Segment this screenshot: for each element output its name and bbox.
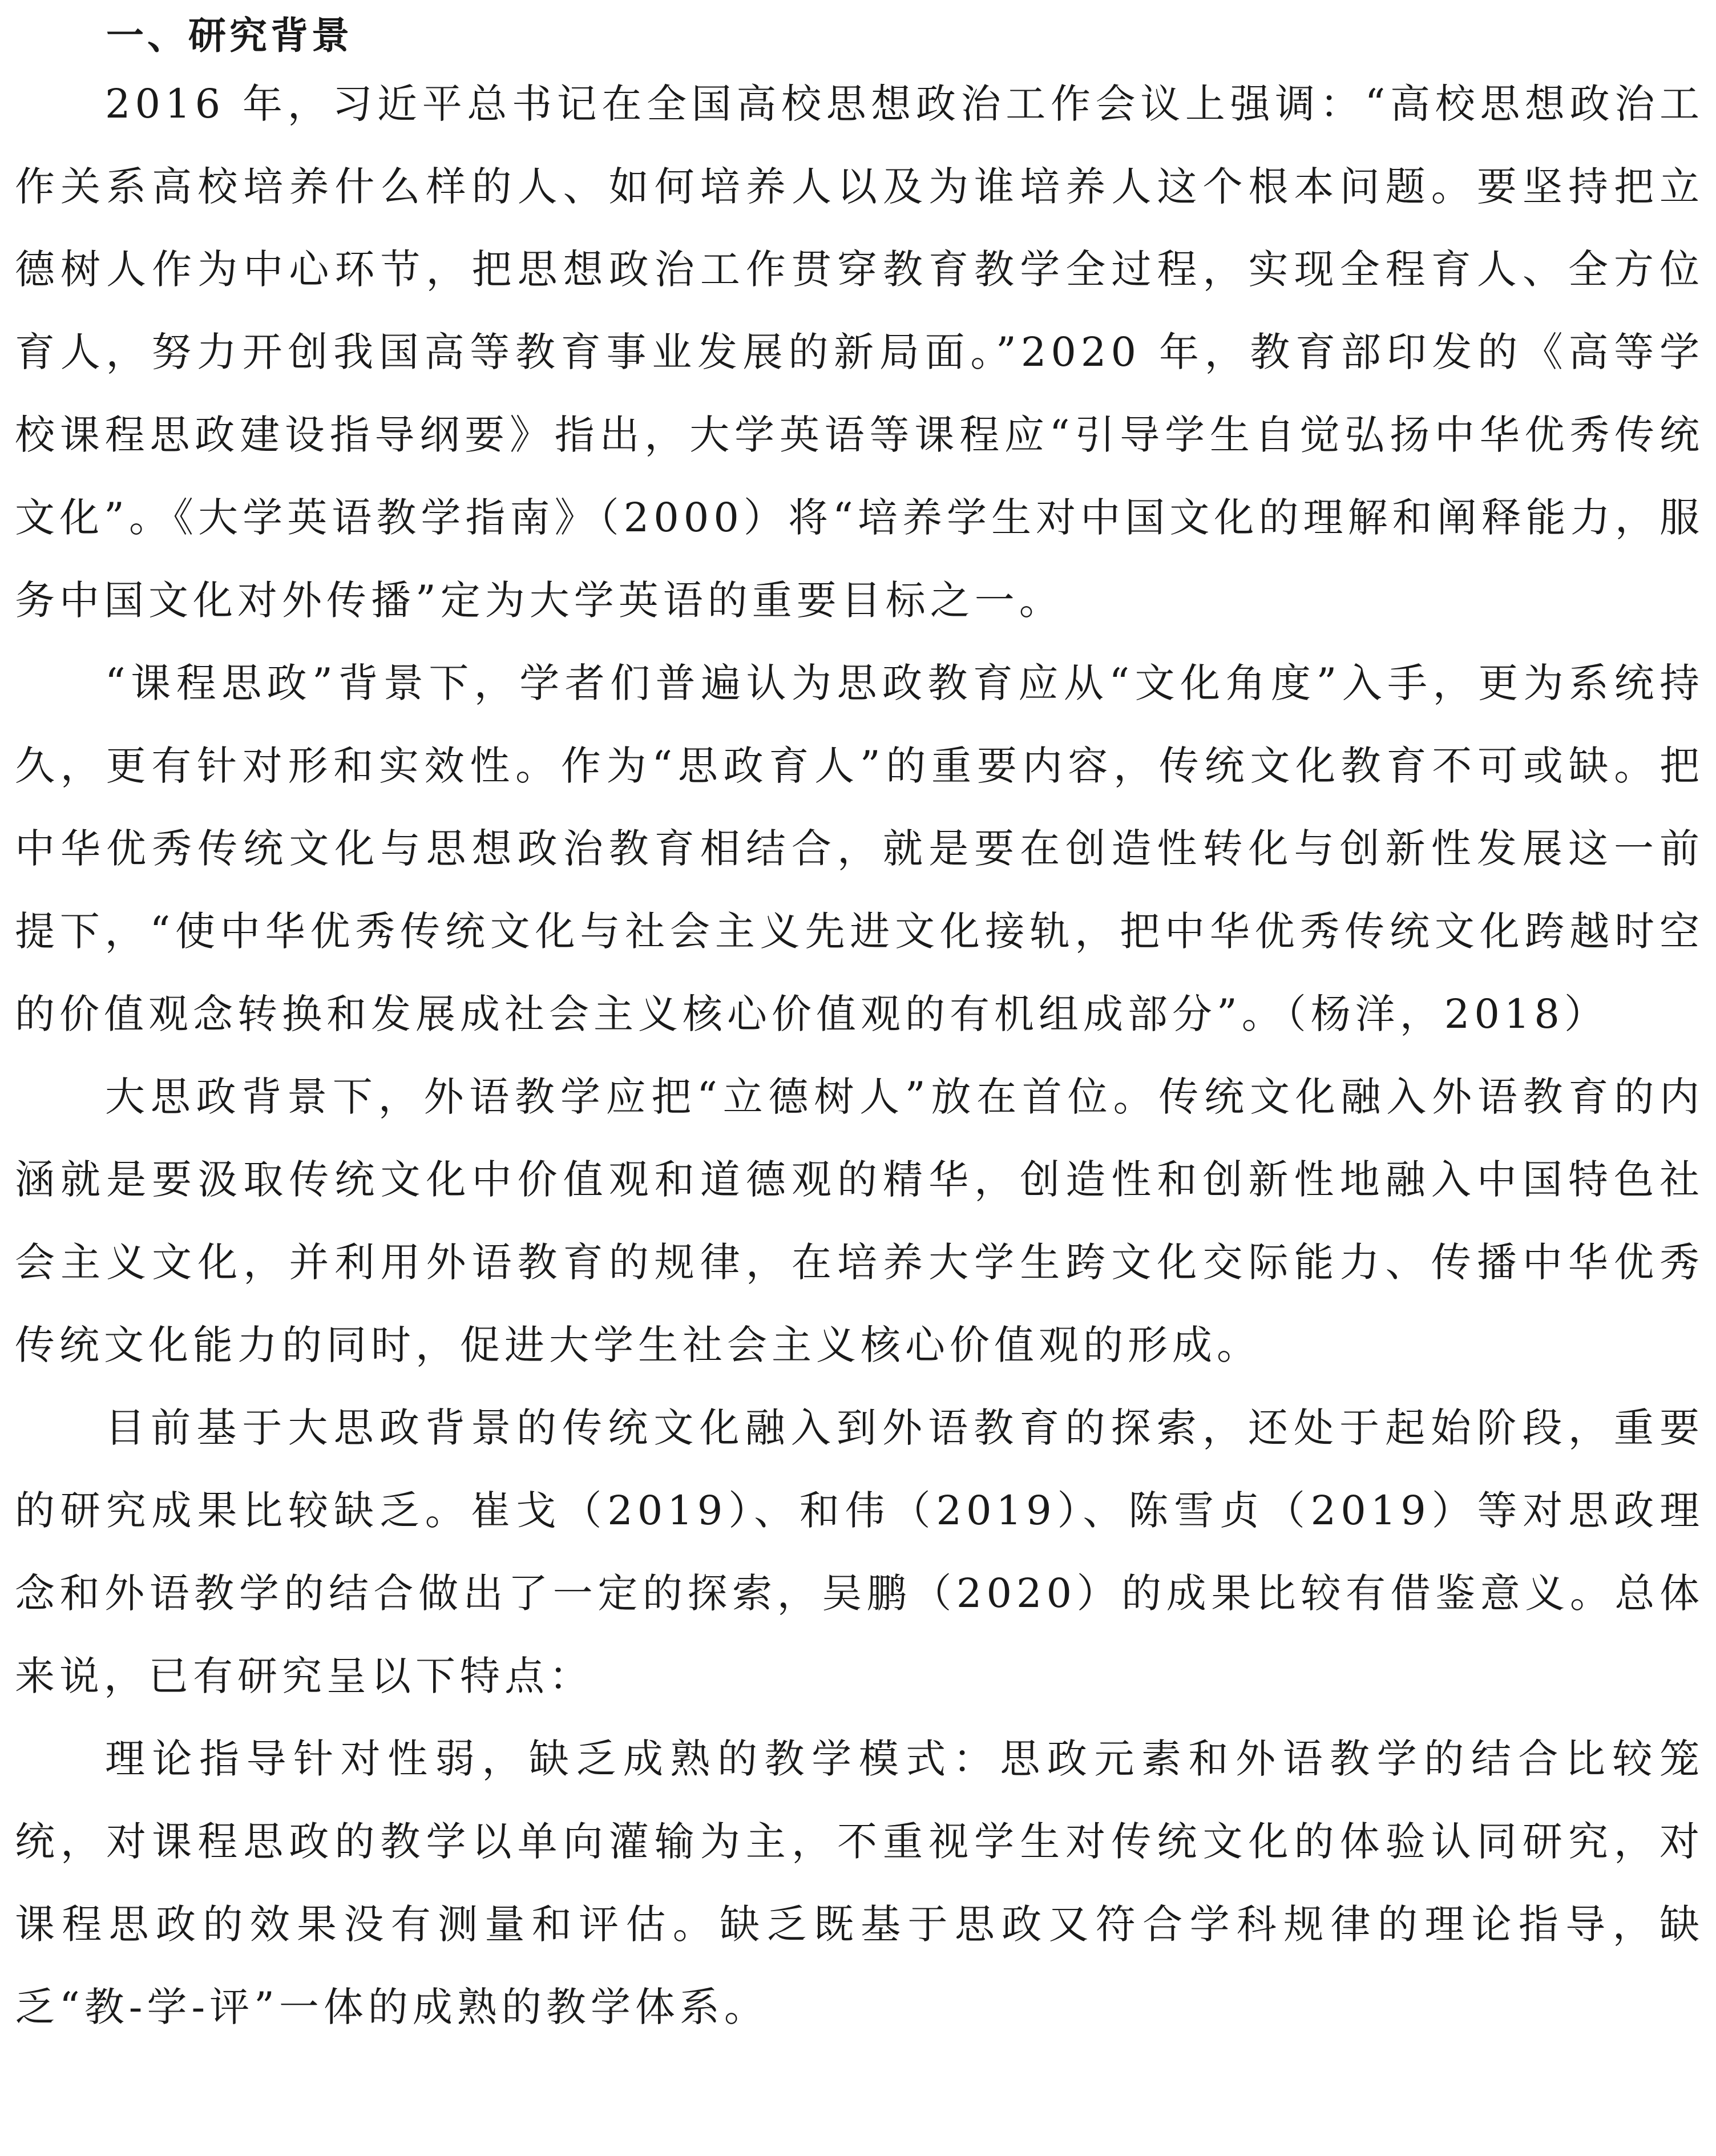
document-body: [15, 63, 1704, 2049]
paragraph-research-status: 目前基于大思政背景的传统文化融入到外语教育的探索，还处于起始阶段，重要的研究成果比较缺乏。崔戈（2019）、和伟（2019）、陈雪贞（2019）等对思政理念和外语教学的结合做出了一定的探索，吴鹏（2020）的成果比较有借鉴意义。总体来说，已有研究呈以下特点：: [15, 1404, 1704, 1699]
section-heading: 一、研究背景: [106, 13, 353, 58]
paragraph-research-features: 理论指导针对性弱，缺乏成熟的教学模式：思政元素和外语教学的结合比较笼统，对课程思政的教学以单向灌输为主，不重视学生对传统文化的体验认同研究，对课程思政的效果没有测量和评估。缺乏既基于思政又符合学科规律的理论指导，缺乏“教-学-评”一体的成熟的教学体系。: [15, 1735, 1704, 2030]
paragraph-curriculum-ideology: “课程思政”背景下，学者们普遍认为思政教育应从“文化角度”入手，更为系统持久，更有针对形和实效性。作为“思政育人”的重要内容，传统文化教育不可或缺。把中华优秀传统文化与思想政治教育相结合，就是要在创造性转化与创新性发展这一前提下，“使中华优秀传统文化与社会主义先进文化接轨，把中华优秀传统文化跨越时空的价值观念转换和发展成社会主义核心价值观的有机组成部分”。（杨洋，2018）: [15, 660, 1704, 1037]
paragraph-foreign-language-teaching: 大思政背景下，外语教学应把“立德树人”放在首位。传统文化融入外语教育的内涵就是要汲取传统文化中价值观和道德观的精华，创造性和创新性地融入中国特色社会主义文化，并利用外语教育的规律，在培养大学生跨文化交际能力、传播中华优秀传统文化能力的同时，促进大学生社会主义核心价值观的形成。: [15, 1073, 1704, 1368]
paragraph-policy-background: 2016 年，习近平总书记在全国高校思想政治工作会议上强调：“高校思想政治工作关系高校培养什么样的人、如何培养人以及为谁培养人这个根本问题。要坚持把立德树人作为中心环节，把思想政治工作贯穿教育教学全过程，实现全程育人、全方位育人，努力开创我国高等教育事业发展的新局面。”2020 年，教育部印发的《高等学校课程思政建设指导纲要》指出，大学英语等课程应“引导学生自觉弘扬中华优秀传统文化”。《大学英语教学指南》（2000）将“培养学生对中国文化的理解和阐释能力，服务中国文化对外传播”定为大学英语的重要目标之一。: [15, 80, 1704, 624]
document-page: [15, 0, 1704, 2156]
